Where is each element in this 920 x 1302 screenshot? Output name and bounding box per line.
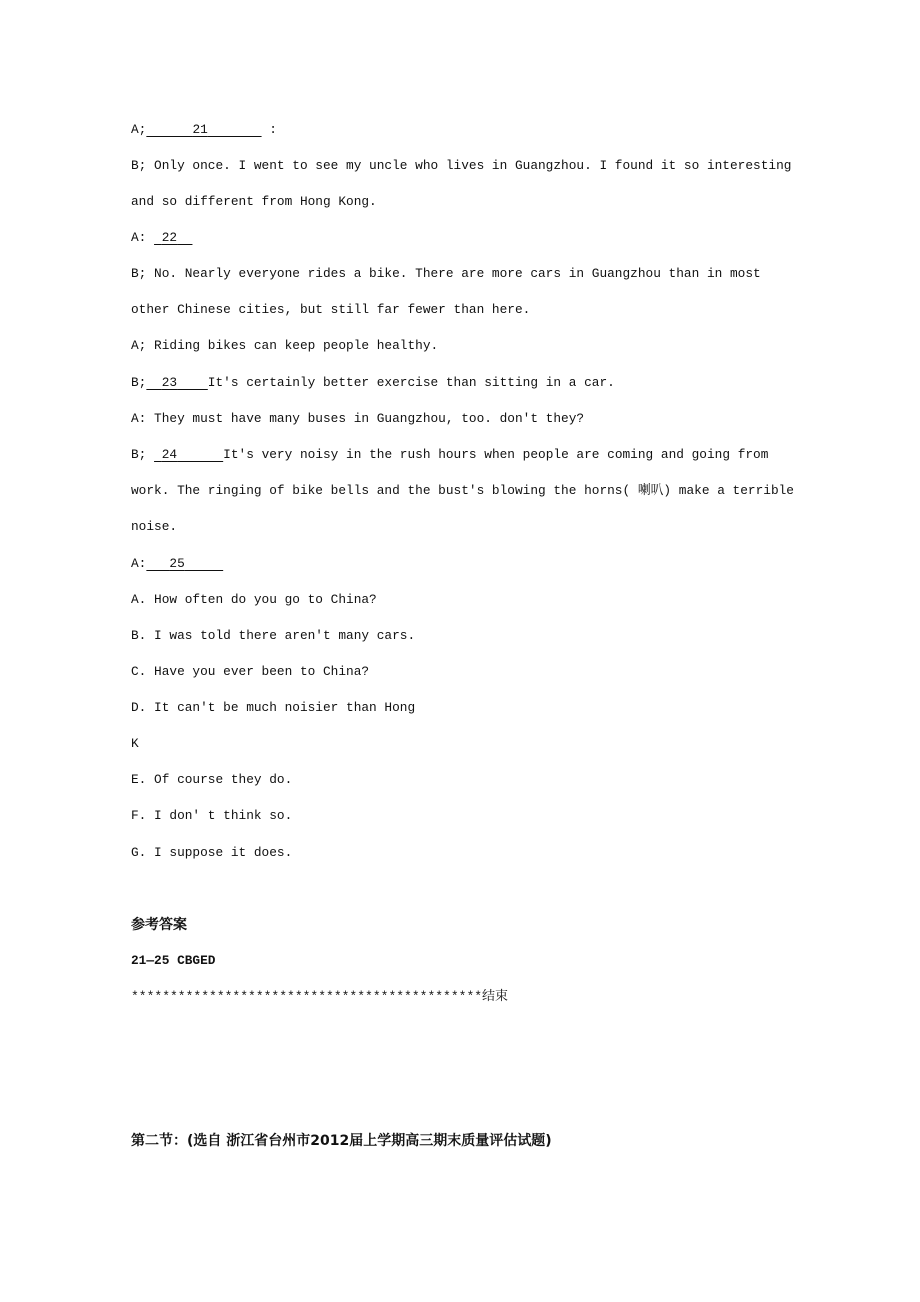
speaker: A; <box>131 122 147 137</box>
section-title: 第二节：(选自 浙江省台州市2012届上学期高三期末质量评估试题) <box>131 1133 552 1149</box>
dialogue-line-blank-24 <box>131 447 768 463</box>
dialogue-line: B; No. Nearly everyone rides a bike. There are more cars in Guangzhou than in most <box>131 266 761 281</box>
blank-21: 21 <box>192 122 208 137</box>
blank-23: 23 <box>161 375 178 390</box>
end-marker: *********************************************结束 <box>131 989 509 1004</box>
speaker: B; <box>131 375 147 390</box>
dialogue-line: noise. <box>131 519 178 534</box>
option-a: A. How often do you go to China? <box>131 592 377 607</box>
blank-22: 22 <box>161 230 178 245</box>
answer-heading: 参考答案 <box>131 917 187 933</box>
blank-24: 24 <box>161 447 178 462</box>
speaker: A: <box>131 230 155 245</box>
dialogue-line: and so different from Hong Kong. <box>131 194 377 209</box>
speaker: A: <box>131 556 147 571</box>
blank-25: 25 <box>169 556 185 571</box>
option-e: E. Of course they do. <box>131 772 293 787</box>
option-d-continuation: K <box>131 736 139 751</box>
option-c: C. Have you ever been to China? <box>131 664 370 679</box>
dialogue-line-blank-22 <box>131 230 192 246</box>
option-d: D. It can't be much noisier than Hong <box>131 700 416 715</box>
dialogue-line: B; Only once. I went to see my uncle who lives in Guangzhou. I found it so interesting <box>131 158 792 173</box>
dialogue-line: A: They must have many buses in Guangzhou, too. don't they? <box>131 411 585 426</box>
line-suffix: It's certainly better exercise than sitting in a car. <box>207 375 615 390</box>
dialogue-line-blank-21 <box>131 122 277 138</box>
dialogue-line-blank-25 <box>131 556 223 572</box>
speaker: B; <box>131 447 155 462</box>
option-b: B. I was told there aren't many cars. <box>131 628 416 643</box>
dialogue-line: other Chinese cities, but still far fewer than here. <box>131 302 531 317</box>
line-suffix: It's very noisy in the rush hours when people are coming and going from <box>223 447 769 462</box>
option-f: F. I don' t think so. <box>131 808 293 823</box>
option-g: G. I suppose it does. <box>131 845 293 860</box>
dialogue-line: work. The ringing of bike bells and the bust's blowing the horns( 喇叭) make a terrible <box>131 483 794 498</box>
dialogue-line-blank-23 <box>131 375 615 391</box>
dialogue-line: A; Riding bikes can keep people healthy. <box>131 338 439 353</box>
line-suffix: : <box>261 122 277 137</box>
answer-key: 21—25 CBGED <box>131 953 216 968</box>
